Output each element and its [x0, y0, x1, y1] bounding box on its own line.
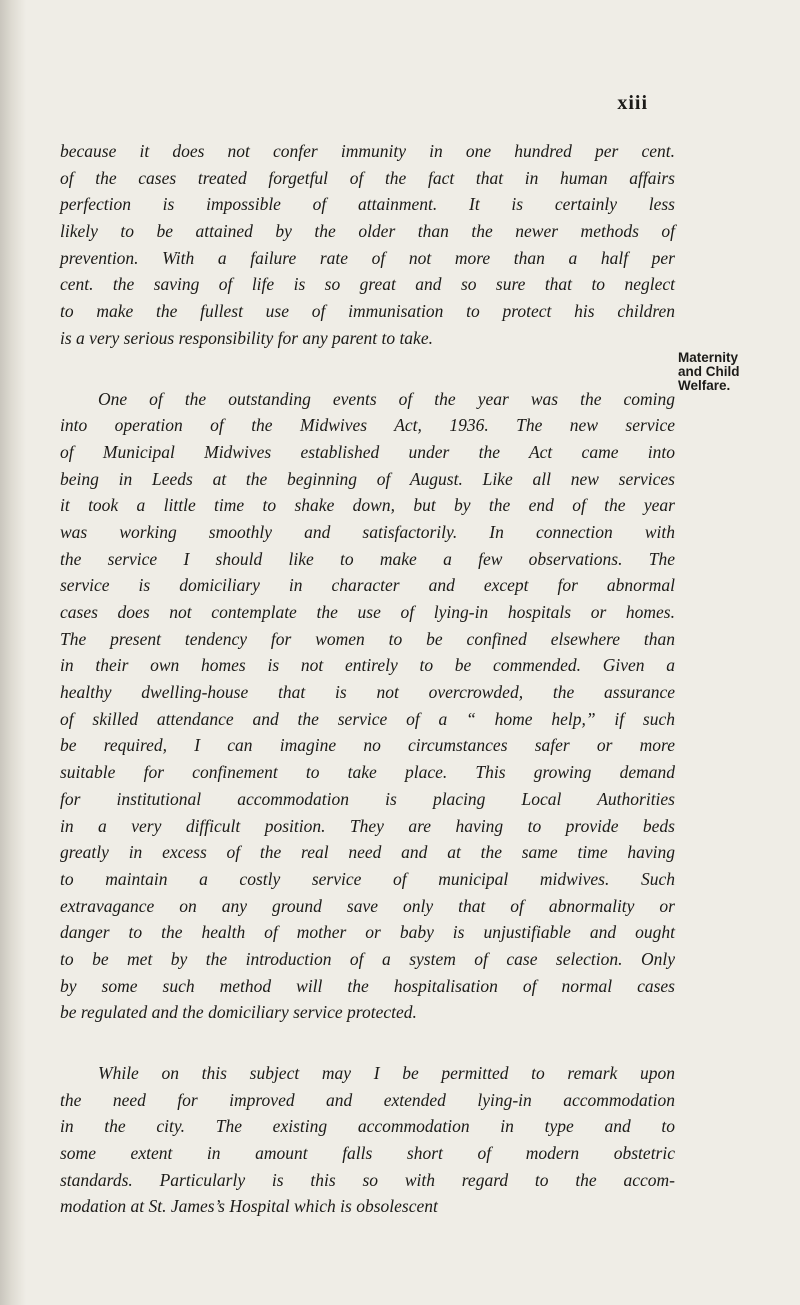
text-line: for institutional accommodation is placing Local Authorities [60, 788, 675, 809]
text-line: of Municipal Midwives established under the Act came into [60, 441, 675, 462]
text-line: be required, I can imagine no circumstances safer or more [60, 735, 675, 756]
text-line: The present tendency for women to be confined elsewhere than [60, 628, 675, 649]
binding-gutter-shadow [0, 0, 26, 1305]
text-line: because it does not confer immunity in one hundred per cent. [60, 141, 675, 161]
paragraph [60, 386, 675, 1027]
text-line: While on this subject may I be permitted to remark upon [98, 1063, 675, 1083]
margin-note [678, 351, 796, 393]
text-line: prevention. With a failure rate of not more than a half per [60, 247, 675, 268]
text-line: the need for improved and extended lying-in accommodation [60, 1089, 675, 1110]
text-line: by some such method will the hospitalisation of normal cases [60, 975, 675, 996]
text-line: to be met by the introduction of a system of case selection. Only [60, 948, 675, 969]
text-line: some extent in amount falls short of modern obstetric [60, 1143, 675, 1164]
paragraph [60, 138, 675, 352]
text-line: perfection is impossible of attainment. It is certainly less [60, 194, 675, 215]
text-line: into operation of the Midwives Act, 1936. The new service [60, 415, 675, 436]
text-line: in a very difficult position. They are having to provide beds [60, 815, 675, 836]
text-line: to maintain a costly service of municipal midwives. Such [60, 868, 675, 889]
text-line: in the city. The existing accommodation in type and to [60, 1116, 675, 1137]
text-line: One of the outstanding events of the year was the coming [98, 388, 675, 409]
paragraph [60, 1060, 675, 1220]
page-number: xiii [617, 92, 648, 114]
margin-note-line: Welfare. [678, 378, 731, 393]
text-line: the service I should like to make a few observations. The [60, 548, 675, 569]
body-text [60, 138, 675, 1254]
text-line: extravagance on any ground save only that of abnormality or [60, 895, 675, 916]
text-line: greatly in excess of the real need and at the same time having [60, 842, 675, 863]
text-line: to make the fullest use of immunisation to protect his children [60, 301, 675, 322]
text-line: likely to be attained by the older than the newer methods of [60, 221, 675, 242]
text-line: suitable for confinement to take place. This growing demand [60, 762, 675, 783]
text-line: healthy dwelling-house that is not overcrowded, the assurance [60, 682, 675, 703]
text-line: cent. the saving of life is so great and so sure that to neglect [60, 274, 675, 295]
text-line: in their own homes is not entirely to be commended. Given a [60, 655, 675, 676]
text-line: it took a little time to shake down, but by the end of the year [60, 495, 675, 516]
text-line: is a very serious responsibility for any parent to take. [60, 327, 433, 348]
margin-note-line: and Child [678, 364, 740, 379]
text-line: be regulated and the domiciliary service protected. [60, 1002, 417, 1023]
text-line: being in Leeds at the beginning of August. Like all new services [60, 468, 675, 489]
text-line: danger to the health of mother or baby is unjustifiable and ought [60, 922, 675, 943]
text-line: cases does not contemplate the use of lying-in hospitals or homes. [60, 602, 675, 622]
text-line: of the cases treated forgetful of the fact that in human affairs [60, 167, 675, 188]
text-line: modation at St. James’s Hospital which is obsolescent [60, 1196, 438, 1217]
text-line: standards. Particularly is this so with regard to the accom- [60, 1169, 675, 1190]
text-line: was working smoothly and satisfactorily. In connection with [60, 521, 675, 542]
text-line: of skilled attendance and the service of a “ home help,” if such [60, 708, 675, 729]
margin-note-line: Maternity [678, 350, 739, 365]
text-line: service is domiciliary in character and except for abnormal [60, 575, 675, 596]
